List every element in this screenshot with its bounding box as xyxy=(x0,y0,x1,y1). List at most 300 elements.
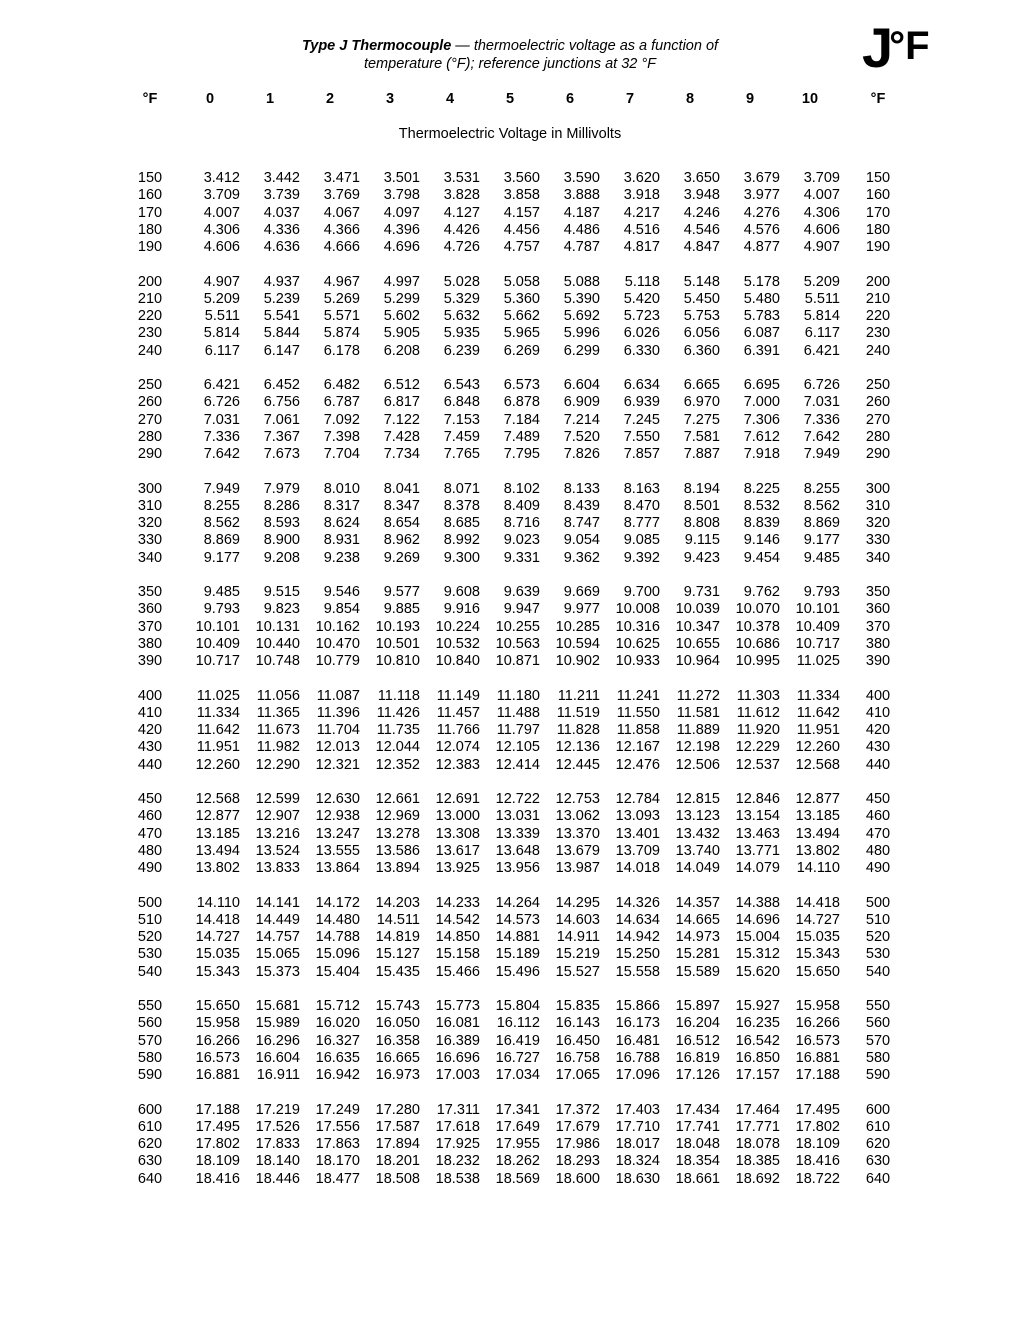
table-row xyxy=(120,912,916,929)
voltage-cell: 5.209 xyxy=(803,273,840,290)
voltage-cell: 8.347 xyxy=(383,497,420,514)
voltage-cell: 18.262 xyxy=(495,1153,540,1170)
voltage-cell: 9.947 xyxy=(503,601,540,618)
voltage-cell: 4.907 xyxy=(203,273,240,290)
table-row xyxy=(120,619,916,636)
voltage-cell: 17.802 xyxy=(795,1118,840,1135)
voltage-cell: 4.007 xyxy=(803,187,840,204)
voltage-cell: 17.434 xyxy=(675,1101,720,1118)
voltage-cell: 8.532 xyxy=(743,497,780,514)
voltage-cell: 10.255 xyxy=(495,618,540,635)
voltage-cell: 16.173 xyxy=(615,1015,660,1032)
voltage-cell: 9.608 xyxy=(443,584,480,600)
voltage-cell: 10.532 xyxy=(435,635,480,652)
table-row xyxy=(120,705,916,722)
voltage-cell: 4.157 xyxy=(503,204,540,221)
voltage-cell: 8.869 xyxy=(803,515,840,531)
voltage-cell: 4.666 xyxy=(323,239,360,255)
voltage-cell: 13.648 xyxy=(495,842,540,859)
voltage-cell: 7.306 xyxy=(743,411,780,428)
temperature-cell: 180 xyxy=(865,221,891,238)
voltage-cell: 9.577 xyxy=(383,584,420,600)
voltage-cell: 10.871 xyxy=(495,653,540,669)
voltage-cell: 14.788 xyxy=(315,929,360,945)
voltage-cell: 10.840 xyxy=(435,653,480,669)
voltage-cell: 8.225 xyxy=(743,480,780,497)
temperature-cell: 440 xyxy=(137,756,163,773)
voltage-cell: 5.329 xyxy=(443,290,480,307)
voltage-cell: 11.920 xyxy=(736,722,780,738)
temperature-cell: 520 xyxy=(137,929,163,945)
voltage-cell: 7.336 xyxy=(203,428,240,445)
voltage-cell: 17.679 xyxy=(555,1118,600,1135)
voltage-cell: 6.482 xyxy=(323,377,360,393)
voltage-cell: 16.573 xyxy=(795,1032,840,1049)
voltage-cell: 3.560 xyxy=(503,170,540,186)
temperature-cell: 330 xyxy=(137,532,163,549)
voltage-cell: 11.334 xyxy=(196,704,240,721)
voltage-cell: 8.133 xyxy=(563,480,600,497)
voltage-cell: 9.085 xyxy=(623,532,660,549)
voltage-cell: 18.446 xyxy=(255,1170,300,1187)
voltage-cell: 18.630 xyxy=(615,1170,660,1187)
voltage-cell: 8.777 xyxy=(623,515,660,531)
voltage-cell: 6.269 xyxy=(503,342,540,359)
voltage-cell: 12.506 xyxy=(675,756,720,773)
voltage-cell: 9.392 xyxy=(623,549,660,566)
voltage-cell: 10.470 xyxy=(315,635,360,652)
voltage-cell: 15.373 xyxy=(255,963,300,980)
voltage-cell: 15.620 xyxy=(735,963,780,980)
voltage-cell: 13.123 xyxy=(675,808,720,825)
voltage-cell: 16.881 xyxy=(795,1049,840,1066)
voltage-cell: 9.977 xyxy=(563,601,600,618)
voltage-cell: 10.717 xyxy=(195,653,240,669)
column-header: 0 xyxy=(205,91,215,107)
voltage-cell: 11.180 xyxy=(496,687,540,704)
voltage-cell: 5.814 xyxy=(203,325,240,342)
temperature-cell: 210 xyxy=(137,290,163,307)
table-row xyxy=(120,843,916,860)
table-row xyxy=(120,1119,916,1136)
voltage-table xyxy=(120,89,916,1188)
temperature-cell: 460 xyxy=(865,808,891,825)
voltage-cell: 13.000 xyxy=(435,808,480,825)
temperature-cell: 490 xyxy=(137,860,163,876)
voltage-cell: 12.722 xyxy=(495,791,540,807)
voltage-cell: 7.275 xyxy=(683,411,720,428)
voltage-cell: 12.630 xyxy=(315,791,360,807)
temperature-cell: 350 xyxy=(865,584,891,600)
voltage-cell: 8.593 xyxy=(263,515,300,531)
column-header: 1 xyxy=(265,91,275,107)
temperature-cell: 340 xyxy=(865,549,891,566)
voltage-cell: 7.367 xyxy=(263,428,300,445)
voltage-cell: 11.704 xyxy=(316,722,360,738)
voltage-cell: 7.031 xyxy=(203,411,240,428)
voltage-cell: 15.219 xyxy=(555,946,600,963)
voltage-cell: 10.686 xyxy=(735,635,780,652)
voltage-cell: 6.726 xyxy=(203,394,240,411)
voltage-cell: 5.571 xyxy=(323,308,360,324)
units-gap xyxy=(120,109,916,170)
voltage-cell: 16.481 xyxy=(615,1032,660,1049)
voltage-cell: 3.679 xyxy=(743,170,780,186)
temperature-cell: 580 xyxy=(865,1049,891,1066)
table-row xyxy=(120,532,916,549)
voltage-cell: 10.101 xyxy=(795,601,840,618)
voltage-cell: 9.546 xyxy=(323,584,360,600)
temperature-cell: 230 xyxy=(865,325,891,342)
temperature-cell: 220 xyxy=(865,308,891,324)
temperature-cell: 350 xyxy=(137,584,163,600)
voltage-cell: 11.673 xyxy=(256,722,300,738)
temperature-cell: 230 xyxy=(137,325,163,342)
voltage-cell: 16.942 xyxy=(315,1067,360,1083)
column-header: 8 xyxy=(685,91,695,107)
voltage-cell: 16.696 xyxy=(435,1049,480,1066)
voltage-cell: 15.343 xyxy=(795,946,840,963)
voltage-cell: 3.590 xyxy=(563,170,600,186)
voltage-cell: 18.078 xyxy=(735,1136,780,1152)
voltage-cell: 13.278 xyxy=(375,825,420,842)
voltage-cell: 18.109 xyxy=(195,1153,240,1170)
voltage-cell: 10.008 xyxy=(615,601,660,618)
voltage-cell: 16.758 xyxy=(555,1049,600,1066)
table-row xyxy=(120,205,916,222)
voltage-cell: 4.007 xyxy=(203,204,240,221)
temperature-cell: 540 xyxy=(865,963,891,980)
voltage-cell: 5.360 xyxy=(503,290,540,307)
column-header: 10 xyxy=(801,91,819,107)
voltage-cell: 15.035 xyxy=(795,929,840,945)
voltage-cell: 4.486 xyxy=(563,221,600,238)
voltage-cell: 5.753 xyxy=(683,308,720,324)
voltage-cell: 13.586 xyxy=(375,842,420,859)
table-row xyxy=(120,343,916,360)
voltage-cell: 3.501 xyxy=(383,170,420,186)
voltage-cell: 4.937 xyxy=(263,273,300,290)
group-spacer xyxy=(120,774,916,791)
voltage-cell: 13.401 xyxy=(615,825,660,842)
voltage-cell: 17.495 xyxy=(795,1101,840,1118)
voltage-cell: 9.762 xyxy=(743,584,780,600)
group-spacer xyxy=(120,1084,916,1101)
voltage-cell: 12.599 xyxy=(255,791,300,807)
voltage-cell: 17.710 xyxy=(615,1118,660,1135)
voltage-cell: 8.194 xyxy=(683,480,720,497)
voltage-cell: 7.918 xyxy=(743,446,780,462)
temperature-cell: 410 xyxy=(137,704,163,721)
voltage-cell: 4.276 xyxy=(743,204,780,221)
voltage-cell: 5.450 xyxy=(683,290,720,307)
voltage-cell: 10.162 xyxy=(315,618,360,635)
voltage-cell: 12.568 xyxy=(195,791,240,807)
voltage-cell: 16.020 xyxy=(315,1015,360,1032)
temperature-cell: 570 xyxy=(137,1032,163,1049)
voltage-cell: 14.418 xyxy=(795,894,840,911)
temperature-cell: 600 xyxy=(865,1101,891,1118)
voltage-cell: 8.439 xyxy=(563,497,600,514)
temperature-cell: 510 xyxy=(865,911,891,928)
voltage-cell: 7.489 xyxy=(503,428,540,445)
voltage-cell: 3.739 xyxy=(263,187,300,204)
voltage-cell: 15.158 xyxy=(435,946,480,963)
voltage-cell: 6.726 xyxy=(803,377,840,393)
voltage-cell: 14.418 xyxy=(195,911,240,928)
voltage-cell: 5.239 xyxy=(263,290,300,307)
voltage-cell: 8.654 xyxy=(383,515,420,531)
voltage-cell: 10.563 xyxy=(495,635,540,652)
voltage-cell: 11.642 xyxy=(796,704,840,721)
voltage-cell: 15.035 xyxy=(195,946,240,963)
voltage-cell: 13.062 xyxy=(555,808,600,825)
voltage-cell: 9.023 xyxy=(503,532,540,549)
voltage-cell: 5.088 xyxy=(563,273,600,290)
voltage-cell: 10.440 xyxy=(255,635,300,652)
voltage-cell: 4.456 xyxy=(503,221,540,238)
voltage-cell: 6.604 xyxy=(563,377,600,393)
title-bold: Type J Thermocouple xyxy=(301,38,452,54)
group-spacer xyxy=(120,463,916,480)
voltage-cell: 3.918 xyxy=(623,187,660,204)
voltage-cell: 14.110 xyxy=(796,860,840,876)
voltage-cell: 16.604 xyxy=(255,1049,300,1066)
voltage-cell: 16.081 xyxy=(435,1015,480,1032)
voltage-cell: 12.321 xyxy=(315,756,360,773)
voltage-cell: 7.336 xyxy=(803,411,840,428)
voltage-cell: 9.823 xyxy=(263,601,300,618)
voltage-cell: 12.383 xyxy=(435,756,480,773)
temperature-cell: 190 xyxy=(865,239,891,255)
column-header: 6 xyxy=(565,91,575,107)
voltage-cell: 15.096 xyxy=(315,946,360,963)
temperature-cell: 280 xyxy=(137,428,163,445)
table-row xyxy=(120,808,916,825)
voltage-cell: 16.788 xyxy=(615,1049,660,1066)
voltage-cell: 18.201 xyxy=(375,1153,420,1170)
voltage-cell: 16.850 xyxy=(735,1049,780,1066)
voltage-cell: 15.958 xyxy=(795,998,840,1014)
voltage-cell: 12.691 xyxy=(435,791,480,807)
temperature-cell: 170 xyxy=(865,204,891,221)
voltage-cell: 7.673 xyxy=(263,446,300,462)
voltage-cell: 10.810 xyxy=(375,653,420,669)
voltage-cell: 14.357 xyxy=(675,894,720,911)
voltage-cell: 11.087 xyxy=(316,687,360,704)
voltage-cell: 6.695 xyxy=(743,377,780,393)
voltage-cell: 11.272 xyxy=(676,687,720,704)
voltage-cell: 17.925 xyxy=(435,1136,480,1152)
voltage-cell: 8.747 xyxy=(563,515,600,531)
column-header: 7 xyxy=(625,91,635,107)
voltage-cell: 14.110 xyxy=(196,894,240,911)
temperature-cell: 610 xyxy=(865,1118,891,1135)
group-spacer xyxy=(120,360,916,377)
temperature-cell: 250 xyxy=(865,377,891,393)
voltage-cell: 13.247 xyxy=(315,825,360,842)
voltage-cell: 11.056 xyxy=(256,687,300,704)
voltage-cell: 15.312 xyxy=(735,946,780,963)
voltage-cell: 6.573 xyxy=(503,377,540,393)
voltage-cell: 7.214 xyxy=(563,411,600,428)
temperature-cell: 560 xyxy=(137,1015,163,1032)
voltage-cell: 11.365 xyxy=(256,704,300,721)
temperature-cell: 300 xyxy=(137,480,163,497)
voltage-cell: 4.757 xyxy=(503,239,540,255)
page-title xyxy=(250,37,770,73)
voltage-cell: 14.049 xyxy=(675,860,720,876)
voltage-cell: 7.550 xyxy=(623,428,660,445)
voltage-cell: 10.193 xyxy=(375,618,420,635)
voltage-cell: 14.542 xyxy=(435,911,480,928)
voltage-cell: 11.982 xyxy=(256,739,300,756)
temperature-cell: 380 xyxy=(137,635,163,652)
voltage-cell: 8.470 xyxy=(623,497,660,514)
temperature-cell: 420 xyxy=(865,722,891,738)
voltage-cell: 14.018 xyxy=(615,860,660,876)
voltage-cell: 3.769 xyxy=(323,187,360,204)
voltage-cell: 6.178 xyxy=(323,342,360,359)
table-row xyxy=(120,964,916,981)
voltage-cell: 7.979 xyxy=(263,480,300,497)
voltage-cell: 3.858 xyxy=(503,187,540,204)
voltage-cell: 17.188 xyxy=(195,1101,240,1118)
temperature-cell: 530 xyxy=(865,946,891,963)
voltage-cell: 11.951 xyxy=(196,739,240,756)
voltage-cell: 4.606 xyxy=(803,221,840,238)
voltage-cell: 7.000 xyxy=(743,394,780,411)
voltage-cell: 13.432 xyxy=(675,825,720,842)
temperature-cell: 290 xyxy=(865,446,891,462)
units-label: Thermoelectric Voltage in Millivolts xyxy=(398,126,622,142)
voltage-cell: 14.264 xyxy=(495,894,540,911)
voltage-cell: 14.973 xyxy=(675,929,720,945)
voltage-cell: 7.826 xyxy=(563,446,600,462)
voltage-cell: 18.477 xyxy=(315,1170,360,1187)
voltage-cell: 15.927 xyxy=(735,998,780,1014)
column-header: 2 xyxy=(325,91,335,107)
voltage-cell: 8.869 xyxy=(203,532,240,549)
voltage-cell: 6.817 xyxy=(383,394,420,411)
voltage-cell: 12.476 xyxy=(615,756,660,773)
temperature-cell: 440 xyxy=(865,756,891,773)
temperature-cell: 370 xyxy=(137,618,163,635)
voltage-cell: 12.198 xyxy=(675,739,720,756)
voltage-cell: 7.581 xyxy=(683,428,720,445)
voltage-cell: 6.909 xyxy=(563,394,600,411)
voltage-cell: 13.463 xyxy=(735,825,780,842)
voltage-cell: 5.814 xyxy=(803,308,840,324)
table-row xyxy=(120,429,916,446)
voltage-cell: 13.494 xyxy=(195,842,240,859)
temperature-cell: 460 xyxy=(137,808,163,825)
voltage-cell: 11.334 xyxy=(796,687,840,704)
voltage-cell: 14.326 xyxy=(615,894,660,911)
table-row xyxy=(120,860,916,877)
table-row xyxy=(120,274,916,291)
voltage-cell: 17.526 xyxy=(255,1118,300,1135)
voltage-cell: 15.589 xyxy=(675,963,720,980)
voltage-cell: 8.071 xyxy=(443,480,480,497)
voltage-cell: 13.154 xyxy=(735,808,780,825)
voltage-cell: 4.067 xyxy=(323,204,360,221)
logo-unit: °F xyxy=(889,24,930,68)
voltage-cell: 5.996 xyxy=(563,325,600,342)
voltage-cell: 7.612 xyxy=(743,428,780,445)
voltage-cell: 6.421 xyxy=(203,377,240,393)
voltage-cell: 15.712 xyxy=(315,998,360,1014)
voltage-cell: 5.935 xyxy=(443,325,480,342)
voltage-cell: 3.798 xyxy=(383,187,420,204)
voltage-cell: 10.748 xyxy=(255,653,300,669)
voltage-cell: 11.889 xyxy=(676,722,720,738)
temperature-cell: 240 xyxy=(137,342,163,359)
voltage-cell: 11.766 xyxy=(436,722,480,738)
voltage-cell: 5.874 xyxy=(323,325,360,342)
voltage-cell: 5.662 xyxy=(503,308,540,324)
voltage-cell: 14.850 xyxy=(435,929,480,945)
voltage-cell: 5.541 xyxy=(263,308,300,324)
temperature-cell: 510 xyxy=(137,911,163,928)
voltage-cell: 15.958 xyxy=(195,1015,240,1032)
temperature-cell: 180 xyxy=(137,221,163,238)
voltage-cell: 18.508 xyxy=(375,1170,420,1187)
column-header: 9 xyxy=(745,91,755,107)
voltage-cell: 7.031 xyxy=(803,394,840,411)
voltage-cell: 9.485 xyxy=(803,549,840,566)
voltage-cell: 7.398 xyxy=(323,428,360,445)
group-spacer xyxy=(120,256,916,273)
voltage-cell: 17.126 xyxy=(675,1067,720,1083)
temperature-cell: 550 xyxy=(865,998,891,1014)
voltage-cell: 15.281 xyxy=(675,946,720,963)
voltage-cell: 13.308 xyxy=(435,825,480,842)
table-row xyxy=(120,377,916,394)
table-row xyxy=(120,584,916,601)
temperature-cell: 520 xyxy=(865,929,891,945)
temperature-cell: 270 xyxy=(137,411,163,428)
voltage-cell: 11.735 xyxy=(376,722,420,738)
voltage-cell: 15.065 xyxy=(255,946,300,963)
temperature-cell: 610 xyxy=(137,1118,163,1135)
voltage-cell: 6.087 xyxy=(743,325,780,342)
voltage-cell: 6.787 xyxy=(323,394,360,411)
voltage-cell: 7.734 xyxy=(383,446,420,462)
table-row xyxy=(120,826,916,843)
temperature-cell: 470 xyxy=(865,825,891,842)
voltage-cell: 5.178 xyxy=(743,273,780,290)
voltage-cell: 6.939 xyxy=(623,394,660,411)
voltage-cell: 11.828 xyxy=(556,722,600,738)
voltage-cell: 12.815 xyxy=(675,791,720,807)
voltage-cell: 10.224 xyxy=(435,618,480,635)
voltage-cell: 12.044 xyxy=(375,739,420,756)
voltage-cell: 17.741 xyxy=(675,1118,720,1135)
voltage-cell: 4.426 xyxy=(443,221,480,238)
temperature-cell: 220 xyxy=(137,308,163,324)
temperature-cell: 640 xyxy=(865,1170,891,1187)
table-row xyxy=(120,998,916,1015)
voltage-cell: 9.515 xyxy=(263,584,300,600)
voltage-cell: 18.232 xyxy=(435,1153,480,1170)
voltage-cell: 12.290 xyxy=(255,756,300,773)
voltage-cell: 17.157 xyxy=(735,1067,780,1083)
temperature-cell: 580 xyxy=(137,1049,163,1066)
voltage-cell: 3.531 xyxy=(443,170,480,186)
table-row xyxy=(120,515,916,532)
voltage-cell: 17.618 xyxy=(435,1118,480,1135)
